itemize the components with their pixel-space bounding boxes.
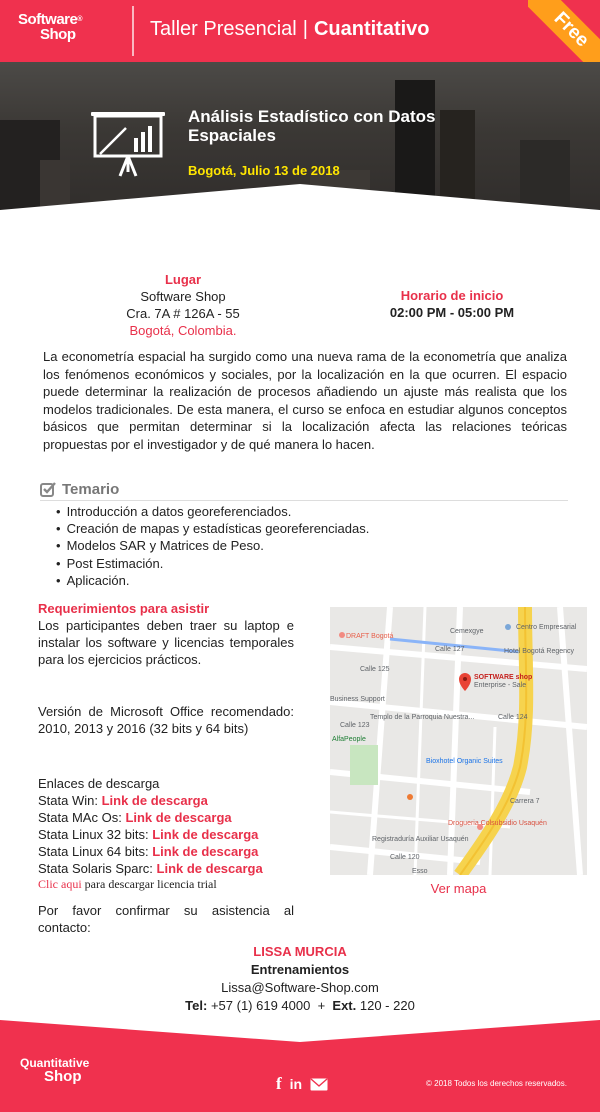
trial-license-link[interactable]: Clic aqui (38, 877, 82, 891)
map-label: Templo de la Parroquia Nuestra... (370, 714, 475, 721)
lugar-block (108, 271, 258, 339)
hero-banner (0, 62, 600, 230)
enlace-item: Stata Win: Link de descarga (38, 793, 208, 808)
map-label: Bioxhotel Organic Suites (426, 758, 503, 765)
header-title: Taller Presencial | Cuantitativo (150, 18, 430, 40)
map-label: Drogueria Colsubsidio Usaquén (448, 820, 547, 827)
course-description: La econometría espacial ha surgido como una nueva rama de la econometría que analiza los fenómenos económicos y sociales, por la localización en la que ocurren. El espacio puede determinar la realización de procesos añadiendo un ajuste más realista que los modelos tradicionales. De esta manera, el curso se enfoca en estudiar algunos conceptos básicos que permitan determinar si la localización afecta las relaciones teóricas propuestas por el investigador y de qué manera lo hacen. (43, 349, 567, 452)
map-label: Registraduría Auxiliar Usaquén (372, 836, 469, 843)
map-label: Cemexgye (450, 628, 484, 635)
list-item: • Modelos SAR y Matrices de Peso. (56, 537, 369, 554)
logo-line1: Software (18, 11, 78, 28)
list-item: • Introducción a datos georeferenciados. (56, 503, 369, 520)
facebook-icon[interactable]: f (276, 1074, 282, 1093)
header-bar (0, 0, 600, 62)
mail-icon[interactable] (310, 1078, 328, 1091)
requerimientos-text: Los participantes deben traer su laptop e instalar los software y licencias temporales para los ejercicios prácticos. (38, 618, 294, 667)
footer-bar (0, 1010, 600, 1112)
map-label: DRAFT Bogotá (346, 633, 394, 640)
course-title: Análisis Estadístico con Datos Espaciales (188, 107, 436, 145)
map-label: Calle 123 (340, 722, 370, 729)
contact-name: LISSA MURCIA (253, 944, 347, 959)
enlace-item: Stata Solaris Sparc: Link de descarga (38, 861, 263, 876)
download-link-linux64[interactable]: Link de descarga (152, 844, 259, 859)
temario-heading: Temario (40, 481, 119, 498)
list-item: • Creación de mapas y estadísticas georeferenciadas. (56, 520, 369, 537)
download-link-solaris[interactable]: Link de descarga (156, 861, 263, 876)
map-label: Hotel Bogotá Regency (504, 648, 575, 655)
lugar-line3: Bogotá, Colombia. (129, 323, 237, 338)
map-label: Calle 127 (435, 646, 465, 653)
checkbox-icon (40, 482, 57, 497)
map-label: Centro Empresarial (516, 624, 577, 631)
download-link-win[interactable]: Link de descarga (101, 793, 208, 808)
copyright: © 2018 Todos los derechos reservados. (426, 1079, 567, 1088)
ver-mapa-link[interactable]: Ver mapa (430, 881, 487, 896)
map-label: Carrera 7 (510, 798, 540, 805)
logo-line2: Shop (40, 26, 76, 43)
map-label: Calle 125 (360, 666, 390, 673)
enlace-item: Stata Linux 64 bits: Link de descarga (38, 844, 259, 859)
confirm-text: Por favor confirmar su asistencia al contacto: (38, 903, 294, 935)
hero-bottom-cut (0, 180, 600, 230)
map-label: AlfaPeople (332, 736, 366, 743)
lugar-line1: Software Shop (140, 289, 226, 304)
presentation-chart-icon (90, 110, 170, 180)
quantitative-shop-logo[interactable]: Quantitative Shop (20, 1056, 90, 1085)
horario-block (378, 287, 526, 321)
list-item: • Aplicación. (56, 572, 369, 589)
software-shop-logo[interactable]: Software® Shop (18, 11, 83, 43)
requerimientos-heading: Requerimientos para asistir (38, 601, 210, 616)
office-version-text: Versión de Microsoft Office recomendado: 2010, 2013 y 2016 (32 bits y 64 bits) (38, 704, 294, 736)
lugar-line2: Cra. 7A # 126A - 55 (126, 306, 240, 321)
map-label: Calle 124 (498, 714, 528, 721)
contact-email[interactable]: Lissa@Software-Shop.com (221, 980, 379, 995)
trial-license-line: Clic aqui para descargar licencia trial (38, 877, 217, 891)
map-label: Esso (412, 868, 428, 875)
horario-time: 02:00 PM - 05:00 PM (389, 305, 515, 320)
download-link-linux32[interactable]: Link de descarga (152, 827, 259, 842)
temario-list (56, 503, 369, 589)
enlaces-block (38, 775, 263, 877)
map-pin-title: SOFTWARE shop (474, 674, 533, 681)
map-label: Calle 120 (390, 854, 420, 861)
enlaces-heading: Enlaces de descarga (38, 776, 160, 791)
enlace-item: Stata Linux 32 bits: Link de descarga (38, 827, 259, 842)
contact-block (0, 943, 600, 1015)
header-divider (132, 6, 134, 56)
social-links (276, 1074, 328, 1094)
contact-dept: Entrenamientos (250, 962, 350, 977)
lugar-label: Lugar (164, 272, 202, 287)
location-map[interactable] (330, 607, 587, 875)
list-item: • Post Estimación. (56, 555, 369, 572)
enlace-item: Stata MAc Os: Link de descarga (38, 810, 232, 825)
linkedin-icon[interactable]: in (289, 1076, 303, 1092)
map-pin-subtitle: Enterprise - Sale (474, 682, 527, 689)
temario-divider (40, 500, 568, 501)
map-image (330, 607, 587, 875)
horario-label: Horario de inicio (400, 288, 504, 303)
download-link-macos[interactable]: Link de descarga (125, 810, 232, 825)
map-label: Business Support (330, 696, 385, 703)
free-ribbon: Free (528, 0, 600, 72)
course-date: Bogotá, Julio 13 de 2018 (188, 163, 340, 178)
contact-phone: Tel: +57 (1) 619 4000 + Ext. 120 - 220 (185, 998, 415, 1013)
